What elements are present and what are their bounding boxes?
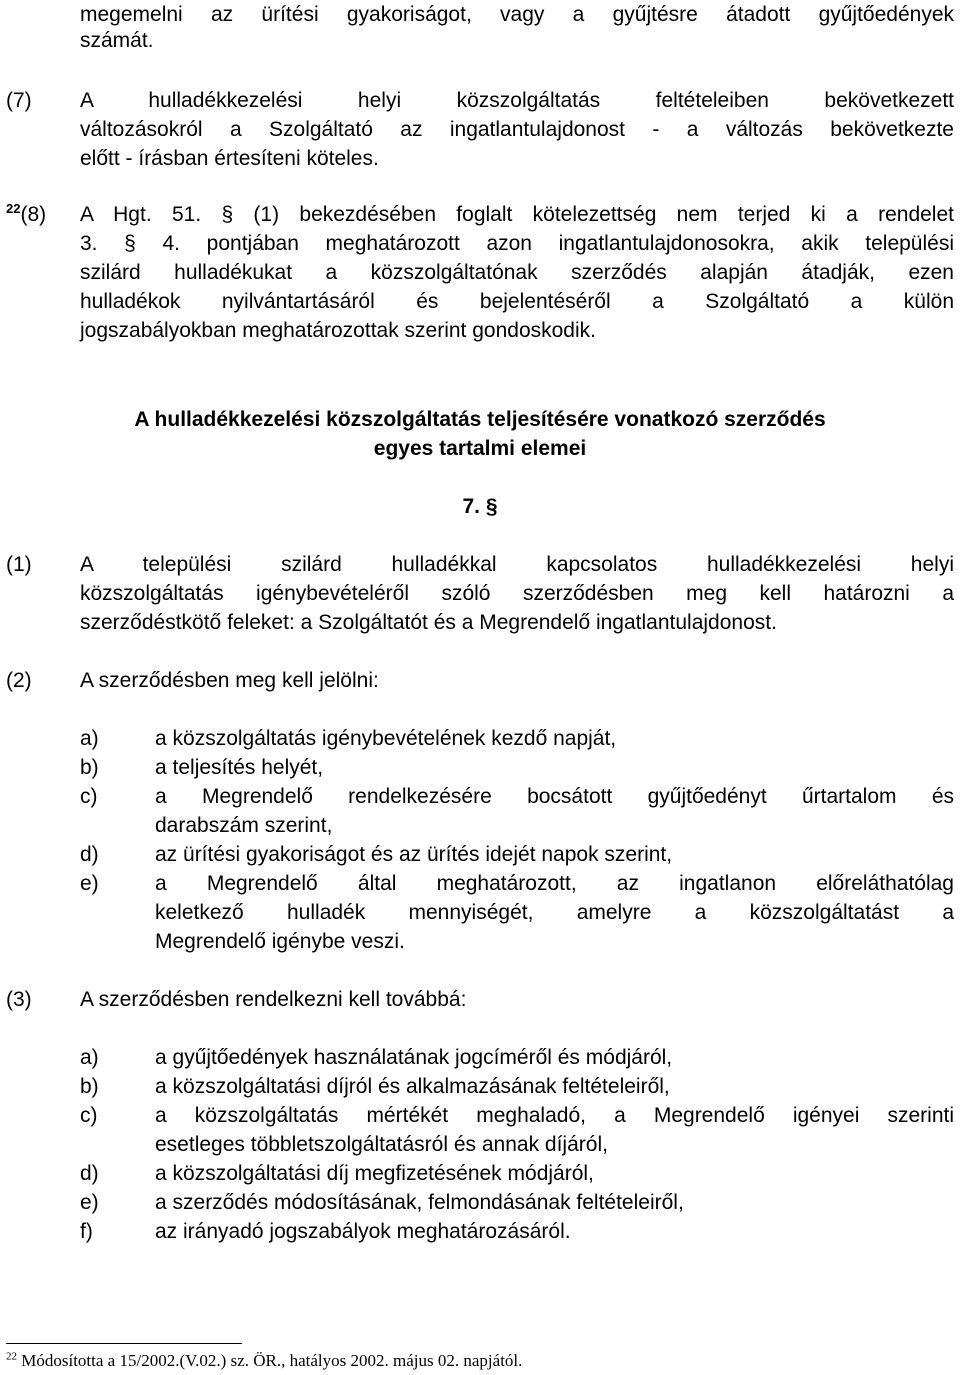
s7-p3-item-d-text: a közszolgáltatási díj megfizetésének módjáról, (155, 1162, 594, 1185)
s7-paragraph-3-intro: A szerződésben rendelkezni kell továbbá: (80, 988, 467, 1011)
s7-paragraph-2-number: (2) (6, 669, 32, 692)
continuation-line-1: megemelni az ürítési gyakoriságot, vagy a gyűjtésre átadott gyűjtőedények (80, 3, 954, 26)
s7-p2-item-e-line-3: Megrendelő igénybe veszi. (155, 930, 405, 953)
s7-p3-item-f-text: az irányadó jogszabályok meghatározásáról. (155, 1220, 571, 1243)
s7-paragraph-1-line-2: közszolgáltatás igénybevételéről szóló szerződésben meg kell határozni a (80, 582, 954, 605)
footnote-text: Módosította a 15/2002.(V.02.) sz. ÖR., hatályos 2002. május 02. napjától. (21, 1351, 523, 1370)
s7-p2-item-e-line-2: keletkező hulladék mennyiségét, amelyre a közszolgáltatást a (155, 901, 954, 924)
s7-p2-item-c-letter: c) (80, 785, 98, 808)
s7-paragraph-2-intro: A szerződésben meg kell jelölni: (80, 669, 379, 692)
s7-p3-item-e-text: a szerződés módosításának, felmondásának feltételeiről, (155, 1191, 684, 1214)
paragraph-7-line-1: A hulladékkezelési helyi közszolgáltatás feltételeiben bekövetkezett (80, 89, 954, 112)
s7-p3-item-c-letter: c) (80, 1104, 98, 1127)
s7-paragraph-1-number: (1) (6, 553, 32, 576)
paragraph-8-number (6, 200, 46, 229)
paragraph-8-line-4: hulladékok nyilvántartásáról és bejelentéséről a Szolgáltató a külön (80, 290, 954, 313)
s7-p2-item-e-letter: e) (80, 872, 99, 895)
s7-paragraph-1-line-3: szerződéstkötő feleket: a Szolgáltatót és a Megrendelő ingatlantulajdonost. (80, 611, 777, 634)
footnote (6, 1350, 522, 1372)
s7-p2-item-e-line-1: a Megrendelő által meghatározott, az ingatlanon előreláthatólag (155, 872, 954, 895)
s7-p2-item-b-letter: b) (80, 756, 99, 779)
section-heading-line-1: A hulladékkezelési közszolgáltatás teljesítésére vonatkozó szerződés (134, 408, 826, 431)
s7-p2-item-d-text: az ürítési gyakoriságot és az ürítés idejét napok szerint, (155, 843, 673, 866)
s7-p3-item-e-letter: e) (80, 1191, 99, 1214)
s7-paragraph-3-number: (3) (6, 988, 32, 1011)
footnote-ref: 22 (6, 1350, 17, 1363)
s7-p3-item-a-text: a gyűjtőedények használatának jogcíméről és módjáról, (155, 1046, 673, 1069)
section-number: 7. § (462, 495, 498, 518)
paragraph-8-line-3: szilárd hulladékukat a közszolgáltatónak szerződés alapján átadják, ezen (80, 261, 954, 284)
s7-p3-item-f-letter: f) (80, 1220, 93, 1243)
s7-p3-item-a-letter: a) (80, 1046, 99, 1069)
s7-p3-item-b-text: a közszolgáltatási díjról és alkalmazásának feltételeiről, (155, 1075, 670, 1098)
section-heading-line-2: egyes tartalmi elemei (373, 437, 587, 460)
s7-p2-item-b-text: a teljesítés helyét, (155, 756, 324, 779)
paragraph-7-line-3: előtt - írásban értesíteni köteles. (80, 147, 379, 170)
s7-p2-item-d-letter: d) (80, 843, 99, 866)
paragraph-8-line-1: A Hgt. 51. § (1) bekezdésében foglalt kötelezettség nem terjed ki a rendelet (80, 203, 954, 226)
paragraph-7-number: (7) (6, 89, 32, 112)
continuation-line-2: számát. (80, 29, 154, 52)
s7-p3-item-b-letter: b) (80, 1075, 99, 1098)
footnote-divider (6, 1343, 242, 1344)
paragraph-8-line-2: 3. § 4. pontjában meghatározott azon ingatlantulajdonosokra, akik települési (80, 232, 954, 255)
s7-paragraph-1-line-1: A települési szilárd hulladékkal kapcsolatos hulladékkezelési helyi (80, 553, 954, 576)
s7-p3-item-d-letter: d) (80, 1162, 99, 1185)
s7-p2-item-a-text: a közszolgáltatás igénybevételének kezdő napját, (155, 727, 617, 750)
s7-p2-item-a-letter: a) (80, 727, 99, 750)
paragraph-8-line-5: jogszabályokban meghatározottak szerint gondoskodik. (80, 319, 596, 342)
paragraph-8-label: (8) (20, 203, 47, 226)
s7-p3-item-c-line-2: esetleges többletszolgáltatásról és annak díjáról, (155, 1133, 608, 1156)
s7-p3-item-c-line-1: a közszolgáltatás mértékét meghaladó, a Megrendelő igényei szerinti (155, 1104, 954, 1127)
paragraph-7-line-2: változásokról a Szolgáltató az ingatlantulajdonost - a változás bekövetkezte (80, 118, 954, 141)
paragraph-8-footnote-ref: 22 (6, 201, 21, 216)
s7-p2-item-c-line-2: darabszám szerint, (155, 814, 333, 837)
s7-p2-item-c-line-1: a Megrendelő rendelkezésére bocsátott gyűjtőedényt űrtartalom és (155, 785, 954, 808)
